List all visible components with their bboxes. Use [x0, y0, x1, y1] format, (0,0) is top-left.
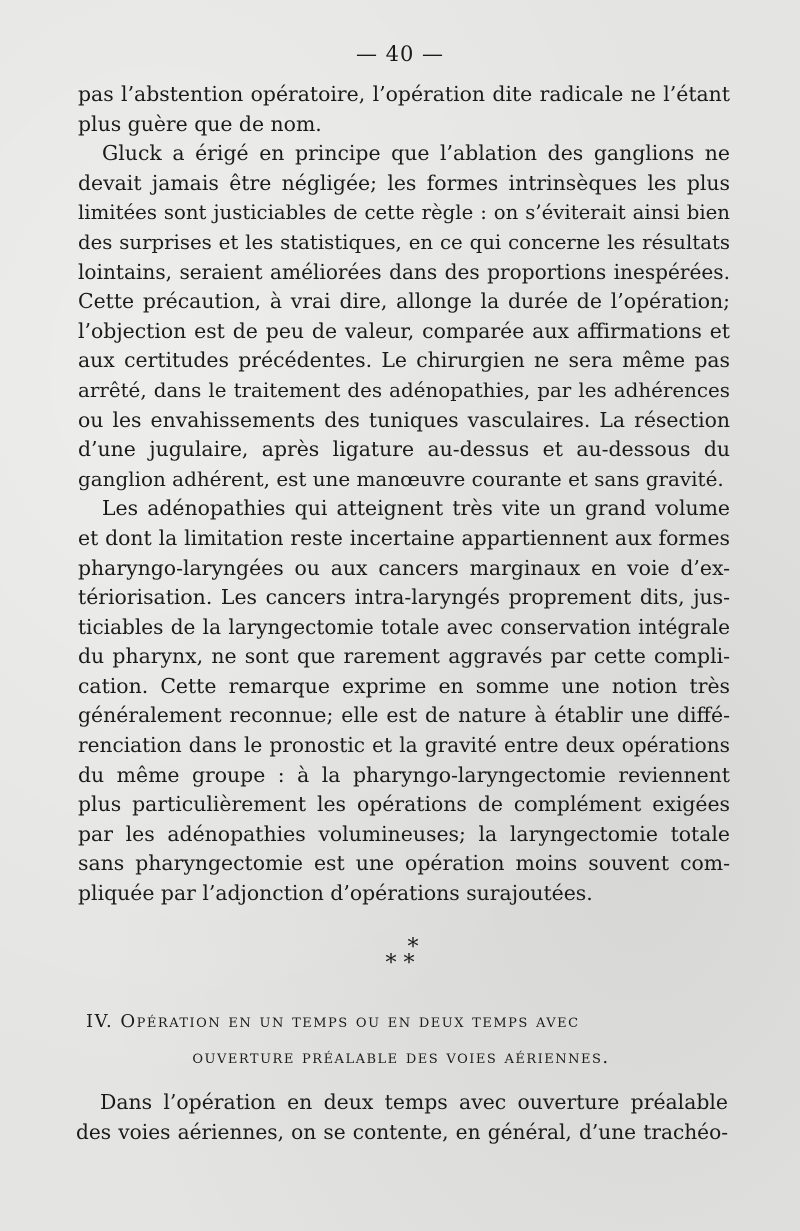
text-line: pas l’abstention opératoire, l’opération dite radicale ne l’étant: [78, 82, 730, 106]
text-line: pharyngo-laryngées ou aux cancers marginaux en voie d’ex-: [78, 555, 730, 580]
text-line: du pharynx, ne sont que rarement aggravés par cette compli-: [78, 644, 730, 669]
section-heading: [86, 1004, 726, 1076]
text-line: Cette précaution, à vrai dire, allonge la durée de l’opération;: [78, 289, 730, 314]
text-line: des voies aériennes, on se contente, en général, d’une trachéo-: [76, 1119, 728, 1144]
text-line: aux certitudes précédentes. Le chirurgien ne sera même pas: [78, 348, 730, 373]
text-line: lointains, seraient améliorées dans des proportions inespérées.: [78, 259, 730, 284]
main-text: [78, 80, 730, 909]
text-line: ticiables de la laryngectomie totale avec conservation intégrale: [78, 614, 730, 639]
text-line: du même groupe : à la pharyngo-laryngectomie reviennent: [78, 762, 730, 787]
text-line: Les adénopathies qui atteignent très vite un grand volume: [102, 496, 730, 521]
text-line: devait jamais être négligée; les formes intrinsèques les plus: [78, 170, 730, 195]
text-line: Dans l’opération en deux temps avec ouverture préalable: [100, 1090, 728, 1114]
text-line: des surprises et les statistiques, en ce qui concerne les résultats: [78, 230, 730, 254]
text-line: et dont la limitation reste incertaine appartiennent aux formes: [78, 525, 730, 550]
text-line: arrêté, dans le traitement des adénopathies, par les adhérences: [78, 378, 730, 402]
text-line: plus particulièrement les opérations de complément exigées: [78, 792, 730, 817]
text-line: ou les envahissements des tuniques vasculaires. La résection: [78, 407, 730, 432]
asterism-separator: [0, 935, 800, 976]
text-line: plus guère que de nom.: [78, 111, 322, 136]
section-heading-line-1: IV. Opération en un temps ou en deux temps avec: [86, 1011, 580, 1032]
text-line: tériorisation. Les cancers intra-laryngés proprement dits, jus-: [78, 585, 730, 610]
text-line: Gluck a érigé en principe que l’ablation des ganglions ne: [102, 141, 730, 166]
text-line: par les adénopathies volumineuses; la laryngectomie totale: [78, 821, 730, 846]
separator-star-bottom: * *: [385, 951, 415, 976]
text-line: pliquée par l’adjonction d’opérations surajoutées.: [78, 881, 593, 906]
text-line: généralement reconnue; elle est de nature à établir une diffé-: [78, 703, 730, 728]
section-text: [76, 1088, 728, 1147]
text-line: d’une jugulaire, après ligature au-dessus et au-dessous du: [78, 437, 730, 462]
text-line: renciation dans le pronostic et la gravité entre deux opérations: [78, 733, 730, 758]
text-line: sans pharyngectomie est une opération moins souvent com-: [78, 851, 730, 876]
text-line: ganglion adhérent, est une manœuvre courante et sans gravité.: [78, 466, 724, 491]
text-line: cation. Cette remarque exprime en somme une notion très: [78, 673, 730, 698]
page-number: — 40 —: [355, 42, 445, 66]
text-line: limitées sont justiciables de cette règle : on s’éviterait ainsi bien: [78, 201, 730, 225]
separator-star-top: *: [407, 935, 419, 960]
text-line: l’objection est de peu de valeur, comparée aux affirmations et: [78, 318, 730, 343]
section-heading-line-2: ouverture préalable des voies aériennes.: [192, 1047, 610, 1068]
